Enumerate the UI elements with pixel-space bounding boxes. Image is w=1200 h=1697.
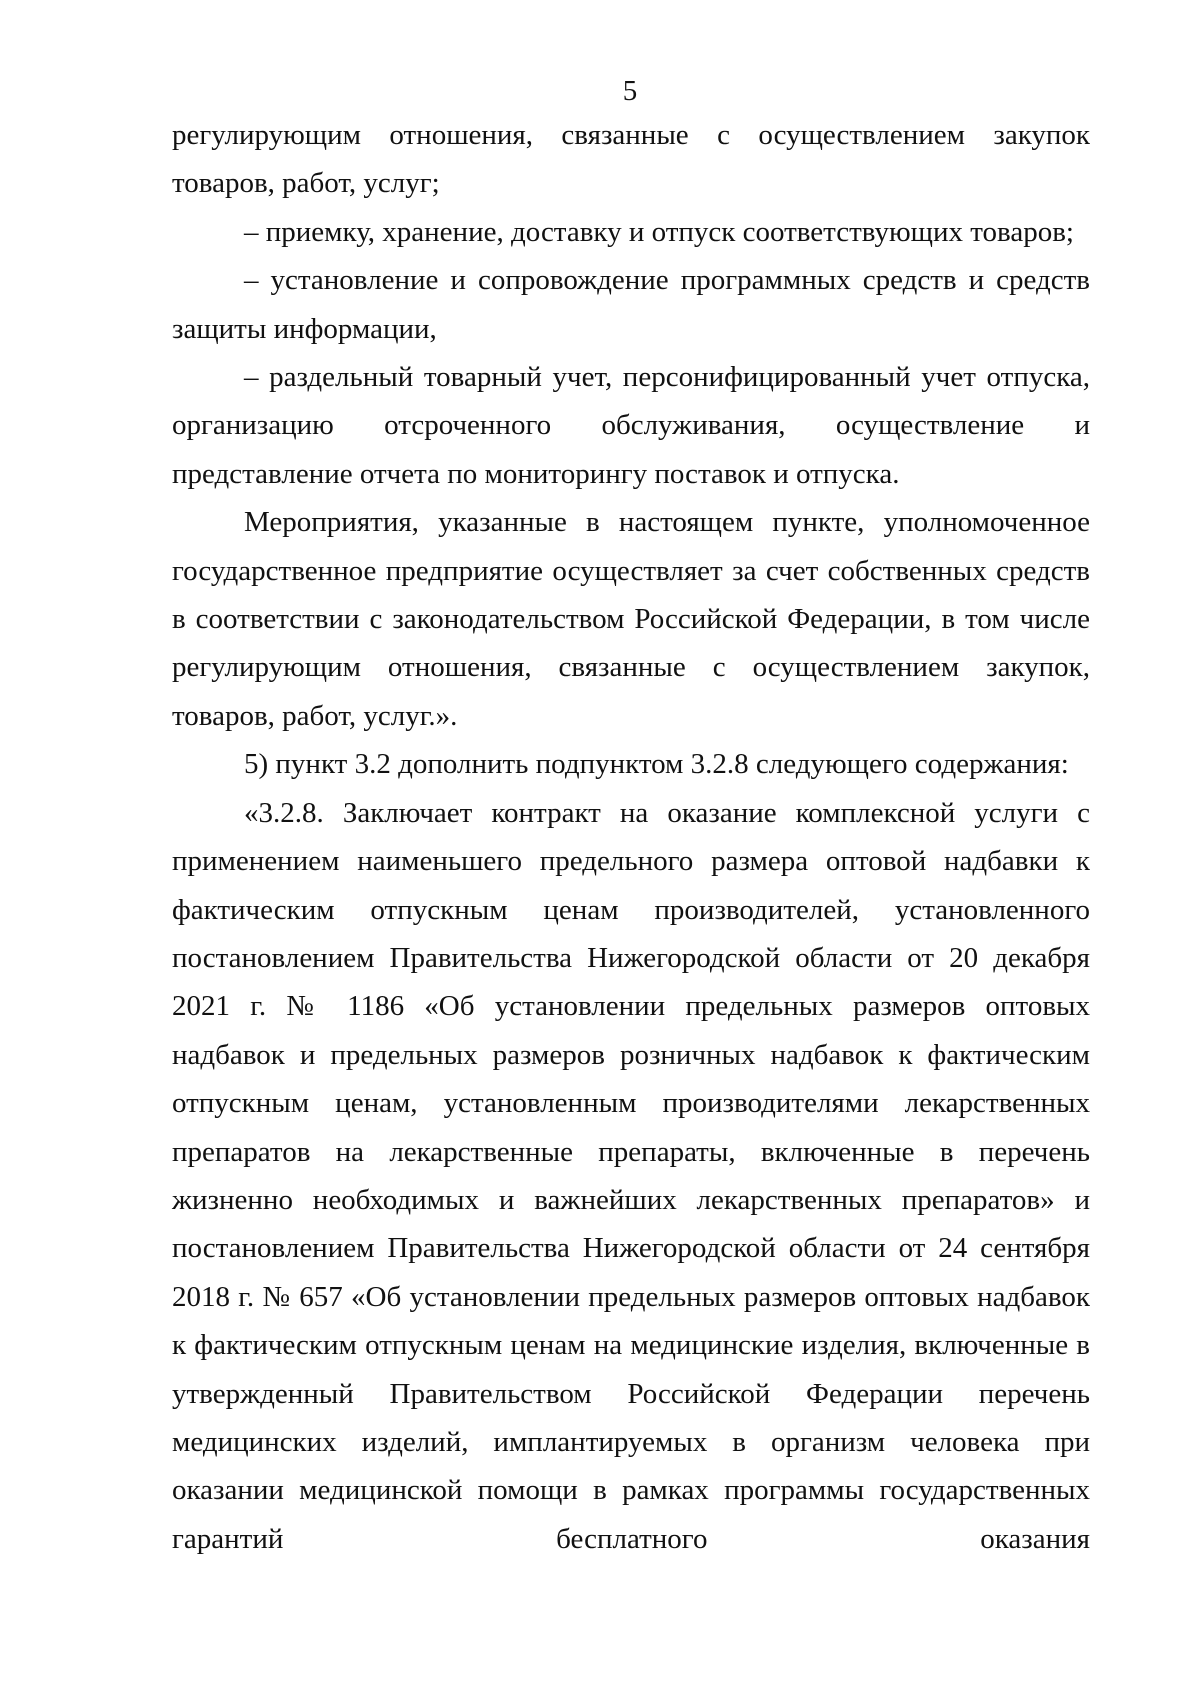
paragraph-procurement-regulation: регулирующим отношения, связанные с осуществлением закупок товаров, работ, услуг; xyxy=(172,119,1090,200)
paragraph-amendment-5: 5) пункт 3.2 дополнить подпунктом 3.2.8 следующего содержания: xyxy=(244,748,1069,781)
paragraph-3-2-8: «3.2.8. Заключает контракт на оказание комплексной услуги с применением наименьшего предельного размера оптовой надбавки к фактическим отпускным ценам производителей, установленного постановлением Правительства Нижегородской области от 20 декабря 2021 г. № 1186 «Об установлении предельных размеров оптовых надбавок и предельных размеров розничных надбавок к фактическим отпускным ценам, установленным производителями лекарственных препаратов на лекарственные препараты, включенные в перечень жизненно необходимых и важнейших лекарственных препаратов» и постановлением Правительства Нижегородской области от 24 сентября 2018 г. № 657 «Об установлении предельных размеров оптовых надбавок к фактическим отпускным ценам на медицинские изделия, включенные в утвержденный Правительством Российской Федерации перечень медицинских изделий, имплантируемых в организм человека при оказании медицинской помощи в рамках программы государственных гарантий бесплатного оказания xyxy=(172,796,1090,1555)
page-number: 5 xyxy=(622,75,638,107)
paragraph-item-accounting: – раздельный товарный учет, персонифицированный учет отпуска, организацию отсроченного обслуживания, осуществление и представление отчета по мониторингу поставок и отпуска. xyxy=(172,361,1090,490)
paragraph-measures: Мероприятия, указанные в настоящем пункте, уполномоченное государственное предприятие осуществляет за счет собственных средств в соответствии с законодательством Российской Федерации, в том числе регулирующим отношения, связанные с осуществлением закупок, товаров, работ, услуг.». xyxy=(172,506,1090,732)
paragraph-item-acceptance: – приемку, хранение, доставку и отпуск соответствующих товаров; xyxy=(244,215,1074,248)
paragraph-item-software: – установление и сопровождение программных средств и средств защиты информации, xyxy=(172,264,1090,345)
document-body xyxy=(172,111,1090,1563)
